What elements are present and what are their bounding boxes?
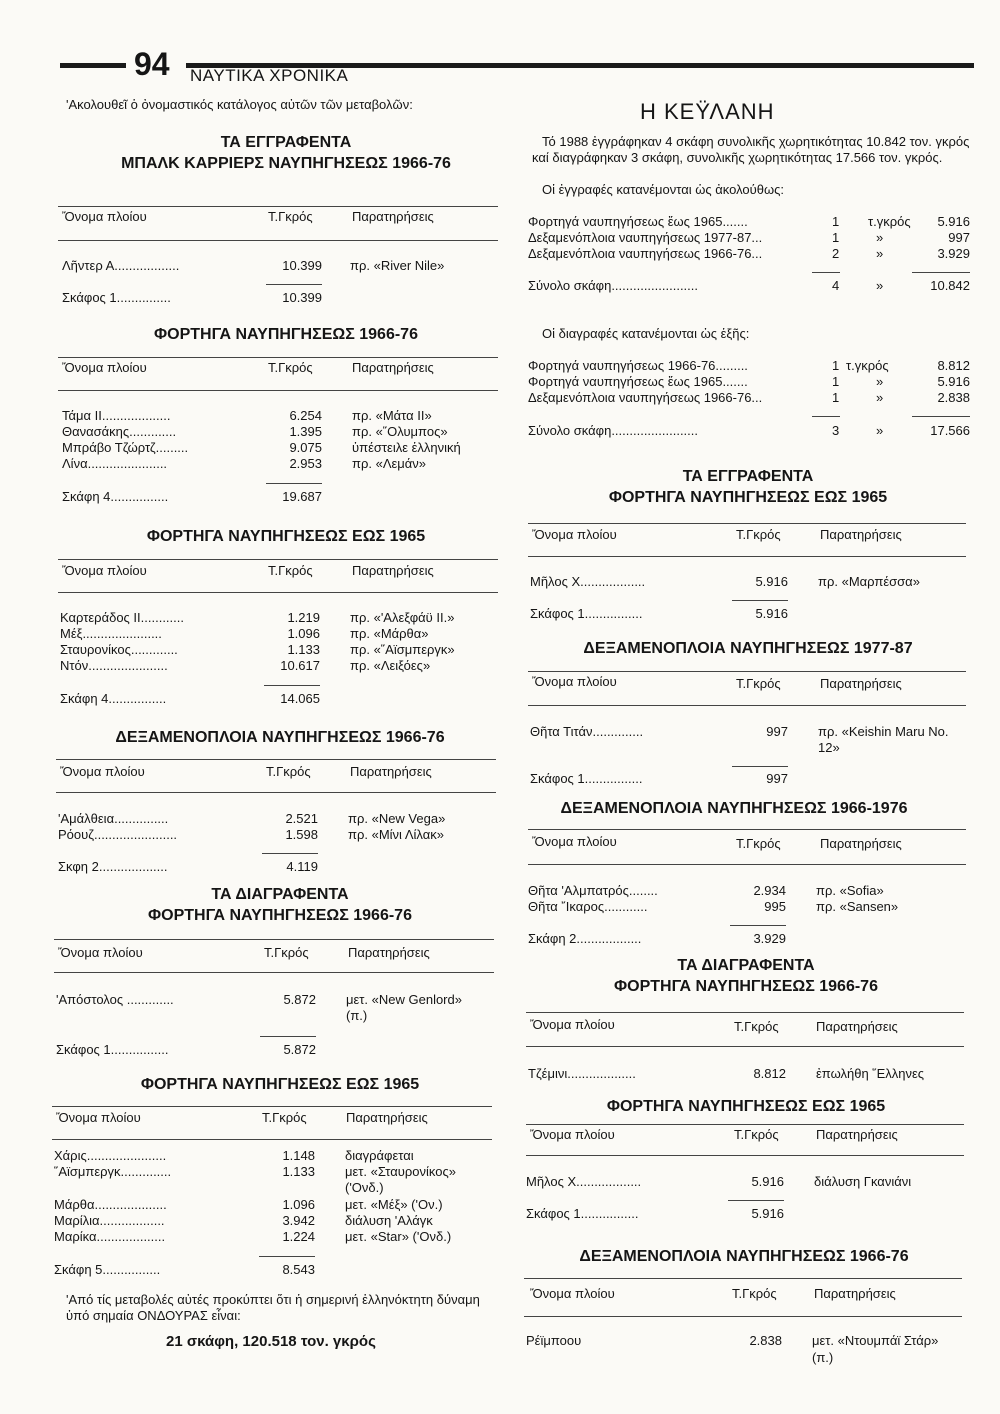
divider (54, 972, 494, 973)
total-label: Σκάφος 1................ (530, 606, 643, 621)
summary-value: 3.929 (937, 246, 970, 261)
right-r1-title-line1: ΤΑ ΕΓΓΡΑΦΕΝΤΑ (682, 468, 814, 485)
divider (56, 759, 496, 760)
ship-tons: 997 (766, 724, 788, 739)
col-header-tons: Τ.Γκρός (268, 209, 313, 224)
ship-name: Ρέϊμποου (526, 1333, 582, 1348)
col-header-name: Ὄνομα πλοίου (532, 834, 617, 849)
ship-remark: μετ. «Σταυρονίκος» (345, 1164, 456, 1179)
summary-row (0, 374, 1000, 390)
total-row (0, 691, 520, 707)
ship-name: Τζέμινι................... (528, 1066, 636, 1081)
divider (58, 559, 498, 560)
sum-line (730, 925, 786, 926)
ship-remark: μετ. «Star» ('Ονδ.) (345, 1229, 452, 1244)
ship-remark-cont: 12» (818, 740, 840, 755)
total-tons: 14.065 (280, 691, 320, 706)
table-row (0, 456, 520, 472)
divider (526, 1012, 964, 1013)
divider (528, 864, 966, 865)
ship-remark: πρ. «Keishin Maru No. (818, 724, 949, 739)
ship-remark: πρ. «River Nile» (350, 258, 445, 273)
divider (52, 1139, 492, 1140)
ship-tons: 2.838 (749, 1333, 782, 1348)
col-header-remarks: Παρατηρήσεις (352, 360, 434, 375)
summary-count: 1 (832, 358, 840, 373)
summary-total-count: 3 (832, 423, 840, 438)
col-header-name: Ὄνομα πλοίου (530, 1127, 615, 1142)
left-s6-title: ΦΟΡΤΗΓΑ ΝΑΥΠΗΓΗΣΕΩΣ ΕΩΣ 1965 (140, 1076, 420, 1093)
ship-name: Θῆτα Τιτάν.............. (530, 724, 644, 739)
divider (58, 206, 498, 207)
divider (526, 1046, 964, 1047)
right-r4-title (516, 955, 976, 997)
ship-remark: πρ. «Λεμάν» (352, 456, 427, 471)
sum-line (260, 1036, 316, 1037)
summary-row (0, 358, 1000, 374)
table-row-cont (0, 1008, 520, 1024)
sum-line (912, 272, 970, 273)
divider (526, 1155, 964, 1156)
summary-value: 997 (948, 230, 970, 245)
col-header-name: Ὄνομα πλοίου (532, 674, 617, 689)
summary-label: Δεξαμενόπλοια ναυπηγήσεως 1966-76... (528, 390, 763, 405)
summary-unit: τ.γκρός (868, 214, 911, 229)
col-header-name: Ὄνομα πλοίου (56, 1110, 141, 1125)
total-label: Σκφη 2................... (58, 859, 168, 874)
ship-name: Μαρίλια.................. (54, 1213, 165, 1228)
ship-name: 'Απόστολος ............. (56, 992, 174, 1007)
summary-total-unit: » (876, 423, 884, 438)
ship-remark: πρ. «Μαρπέσσα» (818, 574, 920, 589)
summary-total-count: 4 (832, 278, 840, 293)
col-header-name: Ὄνομα πλοίου (62, 360, 147, 375)
ship-remark: πρ. «'Αλεξφάϋ ΙΙ.» (350, 610, 455, 625)
summary-total-label: Σύνολο σκάφη........................ (528, 423, 698, 438)
divider (528, 556, 966, 557)
total-tons: 10.399 (282, 290, 322, 305)
total-tons: 19.687 (282, 489, 322, 504)
ship-remark: διάλυση Γκανιάνι (814, 1174, 912, 1189)
left-s5-title-line1: ΤΑ ΔΙΑΓΡΑΦΕΝΤΑ (211, 886, 349, 903)
divider (528, 705, 966, 706)
divider (528, 829, 966, 830)
ship-remark: πρ. «Μάρθα» (350, 626, 429, 641)
sum-line (732, 766, 788, 767)
ship-remark: μετ. «Ντουμπάϊ Στάρ» (812, 1333, 939, 1348)
summary-label: Δεξαμενόπλοια ναυπηγήσεως 1966-76... (528, 246, 763, 261)
col-header-remarks: Παρατηρήσεις (346, 1110, 428, 1125)
total-row (0, 606, 1000, 622)
header-rule-left (60, 63, 126, 68)
col-header-remarks: Παρατηρήσεις (816, 1019, 898, 1034)
summary-total-value: 17.566 (930, 423, 970, 438)
divider (528, 671, 966, 672)
summary-unit: » (876, 390, 884, 405)
col-header-remarks: Παρατηρήσεις (816, 1127, 898, 1142)
summary-value: 2.838 (937, 390, 970, 405)
ship-tons: 2.934 (753, 883, 786, 898)
sum-line (262, 853, 318, 854)
col-header-tons: Τ.Γκρός (736, 527, 781, 542)
right-r4-title-line1: ΤΑ ΔΙΑΓΡΑΦΕΝΤΑ (677, 957, 815, 974)
col-header-name: Ὄνομα πλοίου (530, 1017, 615, 1032)
table-row (0, 408, 520, 424)
table-row (0, 827, 520, 843)
ship-remark: διαγράφεται (345, 1148, 414, 1163)
col-header-tons: Τ.Γκρός (734, 1127, 779, 1142)
total-tons: 8.543 (282, 1262, 315, 1277)
table-row (0, 883, 1000, 899)
ship-tons: 1.133 (287, 642, 320, 657)
right-r1-title (518, 466, 978, 508)
ship-tons: 8.812 (753, 1066, 786, 1081)
col-header-tons: Τ.Γκρός (268, 360, 313, 375)
left-s5-title-line2: ΦΟΡΤΗΓΑ ΝΑΥΠΗΓΗΣΕΩΣ 1966-76 (148, 907, 412, 924)
divider (56, 792, 496, 793)
ship-remark: πρ. «Μίνι Λίλακ» (348, 827, 444, 842)
ship-tons: 1.395 (289, 424, 322, 439)
ship-tons: 6.254 (289, 408, 322, 423)
summary-total-value: 10.842 (930, 278, 970, 293)
total-label: Σκάφος 1............... (62, 290, 171, 305)
ship-tons: 10.399 (282, 258, 322, 273)
summary-row (0, 230, 1000, 246)
ship-tons: 9.075 (289, 440, 322, 455)
ship-name: Μαρίκα................... (54, 1229, 166, 1244)
col-header-tons: Τ.Γκρός (266, 764, 311, 779)
table-row (0, 992, 520, 1008)
divider (58, 592, 498, 593)
col-header-tons: Τ.Γκρός (268, 563, 313, 578)
summary-label: Φορτηγά ναυπηγήσεως ἕως 1965....... (528, 214, 748, 229)
ship-remark-cont: ('Ονδ.) (345, 1180, 384, 1195)
summary-unit: » (876, 230, 884, 245)
col-header-remarks: Παρατηρήσεις (820, 527, 902, 542)
divider (524, 1316, 962, 1317)
divider (528, 523, 966, 524)
col-header-remarks: Παρατηρήσεις (352, 209, 434, 224)
summary-count: 1 (832, 214, 840, 229)
ship-tons: 5.916 (755, 574, 788, 589)
ship-remark: ἐπωλήθη ῞Ελληνες (816, 1066, 925, 1081)
col-header-remarks: Παρατηρήσεις (348, 945, 430, 960)
ship-name: Θῆτα 'Αλμπατρός........ (528, 883, 658, 898)
ship-remark: μετ. «New Genlord» (346, 992, 462, 1007)
ship-name: Μῆλος Χ.................. (526, 1174, 642, 1189)
divider (52, 1106, 492, 1107)
col-header-name: Ὄνομα πλοίου (530, 1286, 615, 1301)
sum-line (812, 416, 840, 417)
total-tons: 3.929 (753, 931, 786, 946)
ship-remark: πρ. «῞Ολυμπος» (352, 424, 448, 439)
table-row (0, 724, 1000, 740)
ship-name: Μέξ...................... (60, 626, 162, 641)
col-header-tons: Τ.Γκρός (736, 676, 781, 691)
sum-line (812, 272, 840, 273)
col-header-tons: Τ.Γκρός (732, 1286, 777, 1301)
ship-tons: 5.916 (751, 1174, 784, 1189)
total-tons: 5.916 (751, 1206, 784, 1221)
ship-tons: 10.617 (280, 658, 320, 673)
ship-remark-cont: (π.) (346, 1008, 368, 1023)
ship-remark-cont: (π.) (812, 1350, 834, 1365)
total-label: Σκάφος 1................ (56, 1042, 169, 1057)
col-header-name: Ὄνομα πλοίου (62, 209, 147, 224)
ship-remark: πρ. «Λειξόες» (350, 658, 431, 673)
col-header-tons: Τ.Γκρός (734, 1019, 779, 1034)
summary-total-label: Σύνολο σκάφη........................ (528, 278, 698, 293)
total-row (0, 771, 1000, 787)
summary-count: 1 (832, 230, 840, 245)
ship-remark: ὑπέστειλε ἑλληνική (352, 440, 461, 455)
left-intro: 'Ακολουθεῖ ὁ ὀνομαστικός κατάλογος αὐτῶν τῶν μεταβολῶν: (66, 97, 413, 112)
table-row (0, 1333, 1000, 1349)
final-total: 21 σκάφη, 120.518 τον. γκρός (166, 1333, 376, 1350)
ship-tons: 1.133 (282, 1164, 315, 1179)
page-number: 94 (134, 46, 170, 82)
ship-name: Καρτεράδος ΙΙ............ (60, 610, 184, 625)
right-r5-title: ΦΟΡΤΗΓΑ ΝΑΥΠΗΓΗΣΕΩΣ ΕΩΣ 1965 (606, 1098, 886, 1115)
col-header-remarks: Παρατηρήσεις (820, 676, 902, 691)
sum-line (266, 483, 322, 484)
sum-line (912, 416, 970, 417)
sum-line (259, 1256, 315, 1257)
ship-remark: πρ. «Sansen» (816, 899, 899, 914)
divider (524, 1278, 962, 1279)
ship-name: Μῆλος Χ.................. (530, 574, 646, 589)
summary-total-row (0, 278, 1000, 294)
magazine-title: ΝΑΥΤΙΚΑ ΧΡΟΝΙΚΑ (190, 66, 349, 85)
ship-remark: πρ. «Μάτα ΙΙ» (352, 408, 432, 423)
summary-unit: » (876, 246, 884, 261)
ship-name: Μάρθα.................... (54, 1197, 167, 1212)
ship-name: Χάρις...................... (54, 1148, 167, 1163)
col-header-remarks: Παρατηρήσεις (352, 563, 434, 578)
col-header-tons: Τ.Γκρός (262, 1110, 307, 1125)
total-label: Σκάφη 4................ (60, 691, 167, 706)
table-row (0, 1148, 520, 1164)
col-header-tons: Τ.Γκρός (264, 945, 309, 960)
left-s1-title-line2: ΜΠΑΛΚ ΚΑΡΡΙΕΡΣ ΝΑΥΠΗΓΗΣΕΩΣ 1966-76 (121, 155, 451, 172)
table-row (0, 440, 520, 456)
right-para-2: Οἱ ἐγγραφές κατανέμονται ὡς ἀκολούθως: (542, 182, 784, 197)
ship-name: Λῆντερ Α.................. (62, 258, 180, 273)
ship-tons: 1.096 (287, 626, 320, 641)
summary-unit: τ.γκρός (846, 358, 889, 373)
ship-tons: 1.598 (285, 827, 318, 842)
table-row (0, 1229, 520, 1245)
total-tons: 5.872 (283, 1042, 316, 1057)
ship-name: Σταυρονίκος............. (60, 642, 178, 657)
ship-name: Λίνα...................... (62, 456, 168, 471)
ship-remark: πρ. «῞Αϊσμπεργκ» (350, 642, 455, 657)
total-label: Σκάφη 5................ (54, 1262, 161, 1277)
ship-tons: 2.953 (289, 456, 322, 471)
ship-tons: 1.219 (287, 610, 320, 625)
ship-name: Θανασάκης............. (62, 424, 177, 439)
total-label: Σκάφη 2.................. (528, 931, 642, 946)
table-row (0, 658, 520, 674)
summary-label: Φορτηγά ναυπηγήσεως 1966-76......... (528, 358, 748, 373)
summary-total-unit: » (876, 278, 884, 293)
total-label: Σκάφος 1................ (530, 771, 643, 786)
col-header-remarks: Παρατηρήσεις (350, 764, 432, 779)
total-row (0, 859, 520, 875)
total-label: Σκάφη 4................ (62, 489, 169, 504)
summary-value: 8.812 (937, 358, 970, 373)
ship-name: Ντόν...................... (60, 658, 168, 673)
total-row (0, 1042, 520, 1058)
sum-line (732, 600, 788, 601)
summary-count: 1 (832, 374, 840, 389)
ship-name: Θῆτα ῎Ικαρος............ (528, 899, 648, 914)
summary-count: 2 (832, 246, 840, 261)
ship-name: Μπράβο Τζώρτζ......... (62, 440, 189, 455)
summary-unit: » (876, 374, 884, 389)
ship-tons: 2.521 (285, 811, 318, 826)
col-header-name: Ὄνομα πλοίου (60, 764, 145, 779)
summary-value: 5.916 (937, 214, 970, 229)
summary-row (0, 214, 1000, 230)
col-header-name: Ὄνομα πλοίου (62, 563, 147, 578)
left-s3-title: ΦΟΡΤΗΓΑ ΝΑΥΠΗΓΗΣΕΩΣ ΕΩΣ 1965 (146, 528, 426, 545)
table-row (0, 1066, 1000, 1082)
left-s1-title-line1: ΤΑ ΕΓΓΡΑΦΕΝΤΑ (220, 134, 352, 151)
table-row-cont (0, 740, 1000, 756)
total-row (0, 931, 1000, 947)
ship-name: ῞Αϊσμπεργκ.............. (54, 1164, 172, 1179)
table-row (0, 899, 1000, 915)
total-row (0, 489, 520, 505)
ship-tons: 5.872 (283, 992, 316, 1007)
right-para-3: Οἱ διαγραφές κατανέμονται ὡς ἑξῆς: (542, 326, 750, 341)
right-r2-title: ΔΕΞΑΜΕΝΟΠΛΟΙΑ ΝΑΥΠΗΓΗΣΕΩΣ 1977-87 (583, 640, 913, 657)
col-header-name: Ὄνομα πλοίου (532, 527, 617, 542)
table-row (0, 574, 1000, 590)
ship-tons: 1.224 (282, 1229, 315, 1244)
total-tons: 997 (766, 771, 788, 786)
ship-tons: 995 (764, 899, 786, 914)
right-r6-title: ΔΕΞΑΜΕΝΟΠΛΟΙΑ ΝΑΥΠΗΓΗΣΕΩΣ 1966-76 (579, 1248, 909, 1265)
total-row (0, 1206, 1000, 1222)
ship-tons: 1.148 (282, 1148, 315, 1163)
ship-name: Ρόουζ....................... (58, 827, 178, 842)
ship-remark: πρ. «Sofia» (816, 883, 884, 898)
ship-name: Τάμα ΙΙ................... (62, 408, 171, 423)
right-para-1: Τό 1988 ἐγγράφηκαν 4 σκάφη συνολικῆς χωρητικότητας 10.842 τον. γκρός καί διαγράφηκαν 3 σκάφη, συνολικῆς χωρητικότητας 17.566 τον. γκρός. (532, 134, 970, 165)
sum-line (728, 1200, 784, 1201)
left-s2-title: ΦΟΡΤΗΓΑ ΝΑΥΠΗΓΗΣΕΩΣ 1966-76 (154, 326, 418, 343)
table-row (0, 626, 520, 642)
table-row-cont (0, 1350, 1000, 1366)
col-header-remarks: Παρατηρήσεις (820, 836, 902, 851)
summary-total-row (0, 423, 1000, 439)
ship-remark: διάλυση 'Αλάγκ (345, 1213, 433, 1228)
ship-name: 'Αμάλθεια............... (58, 811, 169, 826)
summary-value: 5.916 (937, 374, 970, 389)
sum-line (264, 685, 320, 686)
total-tons: 5.916 (755, 606, 788, 621)
divider (526, 1124, 964, 1125)
total-label: Σκάφος 1................ (526, 1206, 639, 1221)
ship-remark: πρ. «New Vega» (348, 811, 446, 826)
left-s1-title (56, 132, 516, 174)
table-row (0, 1174, 1000, 1190)
total-row (0, 1262, 520, 1278)
right-r1-title-line2: ΦΟΡΤΗΓΑ ΝΑΥΠΗΓΗΣΕΩΣ ΕΩΣ 1965 (608, 489, 888, 506)
summary-row (0, 390, 1000, 406)
right-r4-title-line2: ΦΟΡΤΗΓΑ ΝΑΥΠΗΓΗΣΕΩΣ 1966-76 (614, 978, 878, 995)
table-row (0, 811, 520, 827)
summary-count: 1 (832, 390, 840, 405)
right-r3-title: ΔΕΞΑΜΕΝΟΠΛΟΙΑ ΝΑΥΠΗΓΗΣΕΩΣ 1966-1976 (560, 800, 908, 817)
ship-tons: 1.096 (282, 1197, 315, 1212)
total-tons: 4.119 (286, 859, 318, 874)
table-row (0, 642, 520, 658)
summary-row (0, 246, 1000, 262)
ship-tons: 3.942 (282, 1213, 315, 1228)
col-header-name: Ὄνομα πλοίου (58, 945, 143, 960)
left-s4-title: ΔΕΞΑΜΕΝΟΠΛΟΙΑ ΝΑΥΠΗΓΗΣΕΩΣ 1966-76 (115, 729, 445, 746)
summary-label: Δεξαμενόπλοια ναυπηγήσεως 1977-87... (528, 230, 763, 245)
country-title: Η ΚΕΫΛΑΝΗ (640, 99, 775, 124)
ship-remark: μετ. «Μέξ» ('Ον.) (345, 1197, 443, 1212)
summary-label: Φορτηγά ναυπηγήσεως ἕως 1965....... (528, 374, 748, 389)
col-header-tons: Τ.Γκρός (736, 836, 781, 851)
closing-paragraph: 'Από τίς μεταβολές αὐτές προκύπτει ὅτι ἡ σημερινή ἑλληνόκτητη δύναμη ὑπό σημαία ΟΝΔΟΥΡΑΣ εἶναι: (66, 1292, 480, 1323)
col-header-remarks: Παρατηρήσεις (814, 1286, 896, 1301)
